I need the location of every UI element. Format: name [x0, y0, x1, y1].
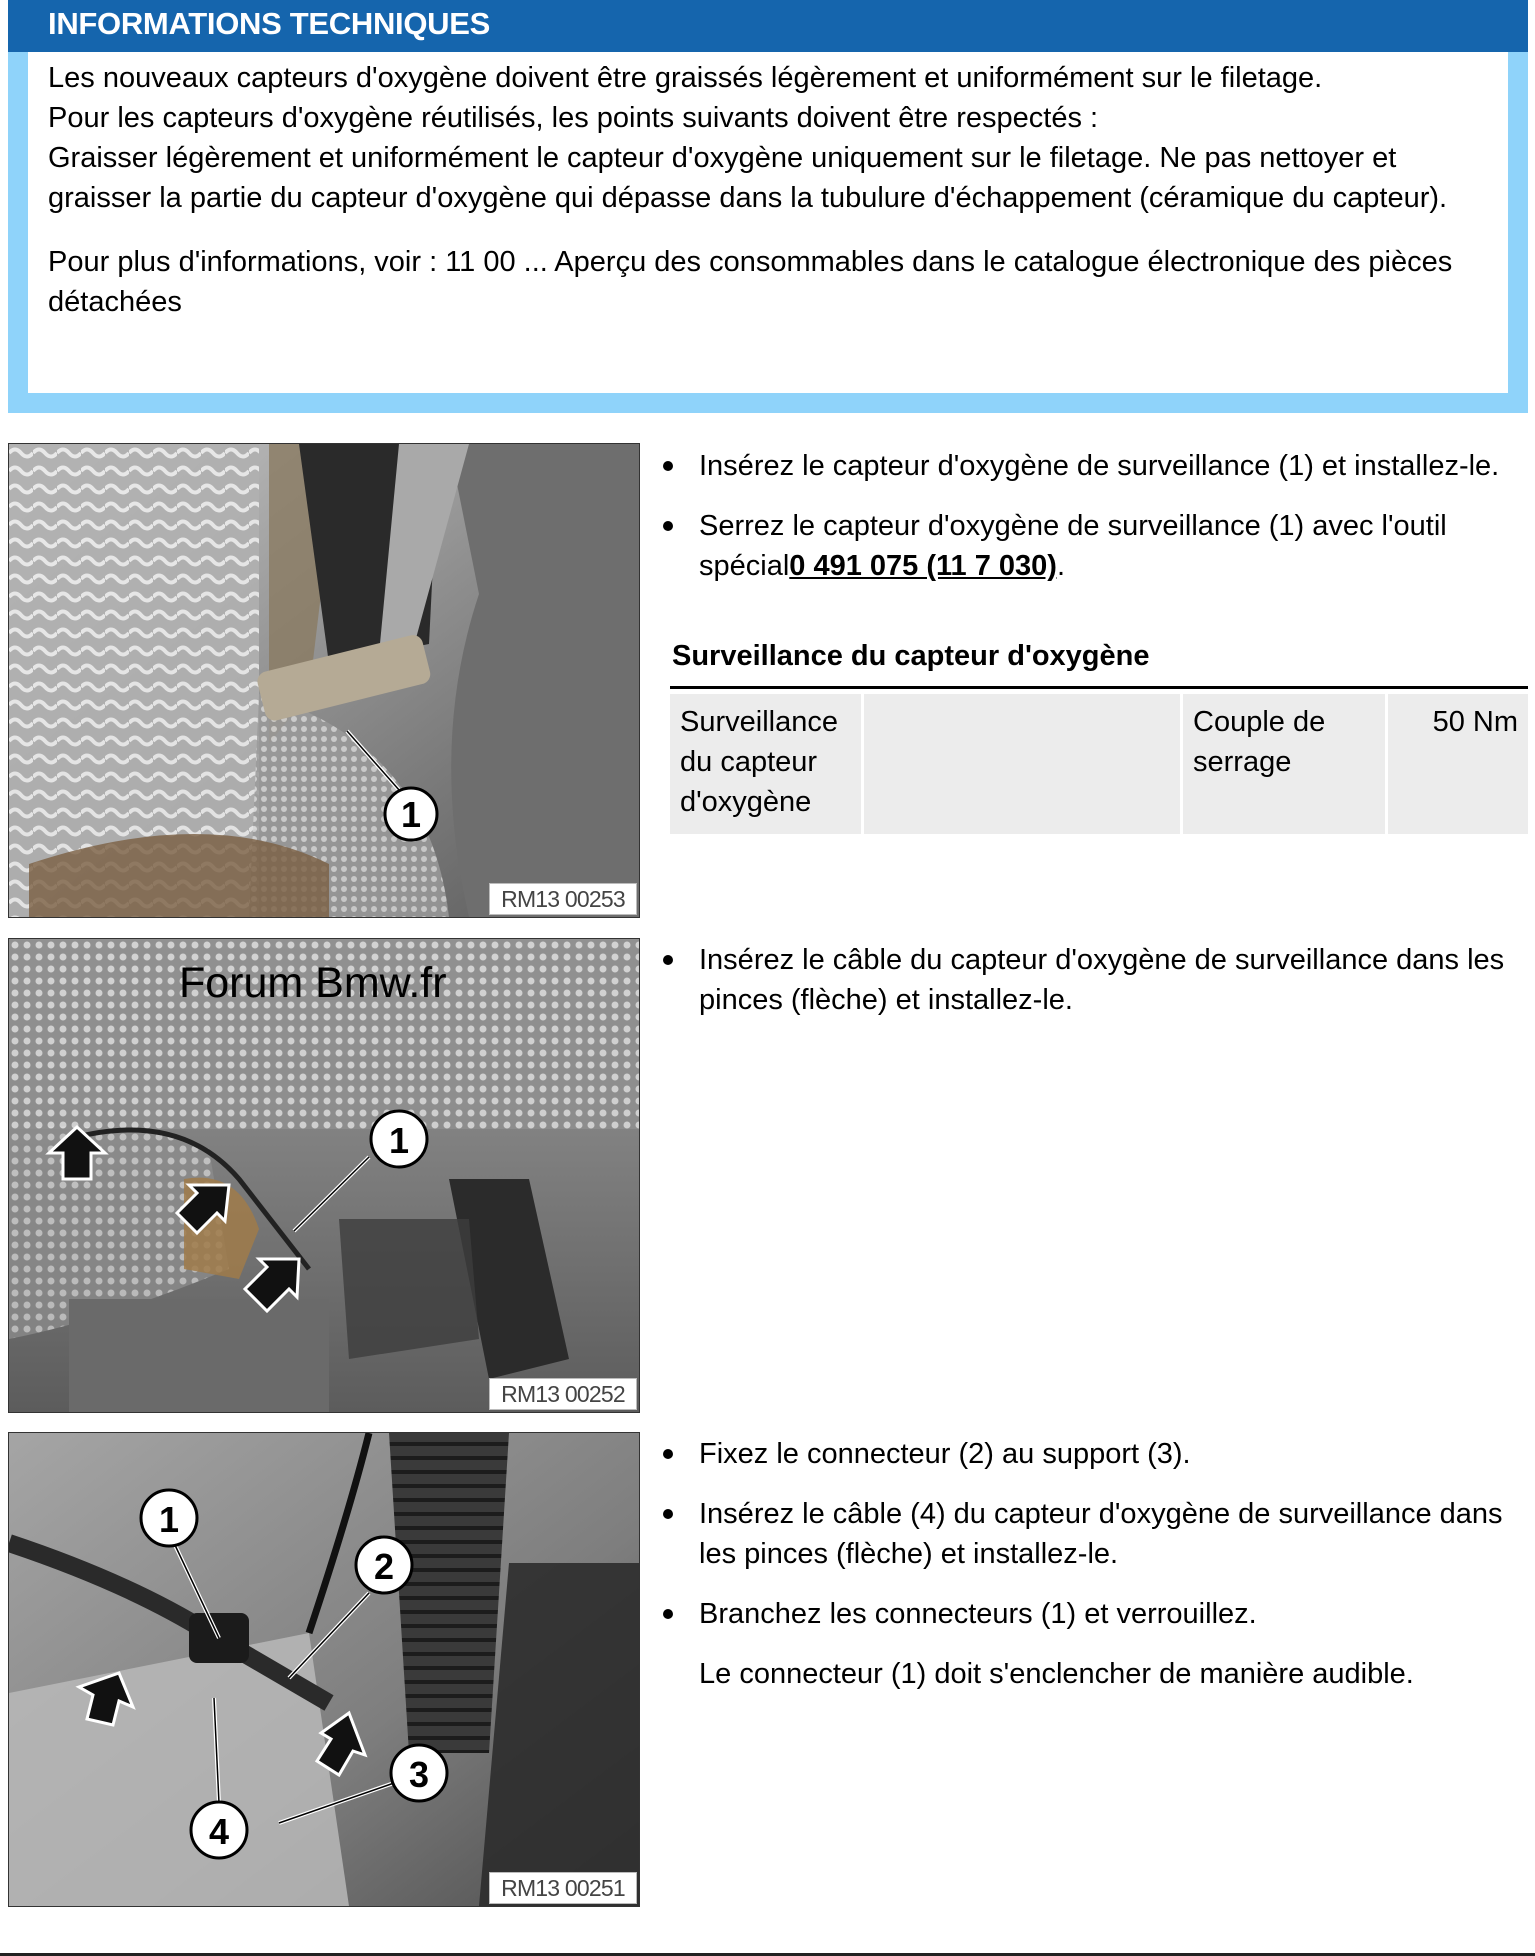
instruction-step: [660, 940, 1530, 1020]
step-text: Branchez les connecteurs (1) et verrouillez.: [699, 1598, 1257, 1630]
callout-1: [385, 788, 437, 840]
info-paragraph: Graisser légèrement et uniformément le capteur d'oxygène uniquement sur le filetage. Ne pas nettoyer et graisser la partie du capteur d'oxygène qui dépasse dans la tubulure d'échappement (céramique du capteur).: [48, 142, 1448, 214]
bullet-icon: [663, 1449, 673, 1459]
spec-cell-component: Surveillance du capteur d'oxygène: [670, 694, 861, 834]
photo-cable-routing: [9, 939, 639, 1412]
svg-text:1: 1: [158, 1499, 180, 1540]
instruction-list-2: [660, 940, 1530, 1040]
technical-info-box: [8, 0, 1528, 413]
step-text: Fixez le connecteur (2) au support (3).: [699, 1438, 1191, 1470]
svg-text:2: 2: [373, 1546, 395, 1587]
callout-2: [356, 1537, 412, 1593]
spec-cell-empty: [864, 694, 1180, 834]
info-paragraph: Les nouveaux capteurs d'oxygène doivent être graissés légèrement et uniformément sur le filetage.: [48, 62, 1323, 94]
photo-exhaust-sensor: [9, 444, 639, 917]
instruction-note: [660, 1654, 1530, 1694]
svg-text:1: 1: [388, 1120, 410, 1161]
instruction-step: [660, 446, 1530, 486]
torque-spec-table: [670, 694, 1528, 834]
photo-connector-bracket: [9, 1433, 639, 1906]
figure-reference-label: RM13 00251: [489, 1872, 637, 1904]
step-text: Serrez le capteur d'oxygène de surveillance (1) avec l'outil spécial: [699, 510, 1447, 582]
instruction-step: [660, 1434, 1530, 1474]
figure-connector-mount: [8, 1432, 640, 1907]
step-text: Insérez le câble (4) du capteur d'oxygène de surveillance dans les pinces (flèche) et installez-le.: [699, 1498, 1503, 1570]
info-paragraph: Pour plus d'informations, voir : 11 00 ... Aperçu des consommables dans le catalogue électronique des pièces détachées: [48, 246, 1453, 318]
special-tool-link[interactable]: 0 491 075 (11 7 030): [789, 550, 1057, 582]
step-text: Insérez le câble du capteur d'oxygène de surveillance dans les pinces (flèche) et installez-le.: [699, 944, 1505, 1016]
step-text-end: .: [1056, 550, 1066, 582]
spec-cell-parameter: Couple de serrage: [1183, 694, 1385, 834]
instruction-step: [660, 1594, 1530, 1634]
bullet-icon: [663, 521, 673, 531]
watermark-text: Forum Bmw.fr: [179, 959, 447, 1007]
bullet-icon: [663, 1509, 673, 1519]
svg-text:4: 4: [208, 1811, 230, 1852]
bullet-icon: [663, 461, 673, 471]
bullet-icon: [663, 1609, 673, 1619]
figure-reference-label: RM13 00252: [489, 1378, 637, 1410]
svg-text:3: 3: [408, 1754, 430, 1795]
note-text: Le connecteur (1) doit s'enclencher de manière audible.: [699, 1658, 1414, 1690]
info-paragraph: Pour les capteurs d'oxygène réutilisés, les points suivants doivent être respectés :: [48, 102, 1099, 134]
figure-oxygen-sensor-install: [8, 443, 640, 918]
callout-3: [391, 1745, 447, 1801]
callout-1: [371, 1111, 427, 1167]
instruction-list-3: [660, 1434, 1530, 1714]
instruction-step: [660, 1494, 1530, 1574]
figure-cable-clips: [8, 938, 640, 1413]
technical-info-body: [28, 52, 1508, 393]
bullet-icon: [663, 955, 673, 965]
technical-info-header: [8, 0, 1528, 52]
heading-divider: [670, 686, 1528, 689]
figure-reference-label: RM13 00253: [489, 883, 637, 915]
torque-spec-heading: Surveillance du capteur d'oxygène: [672, 640, 1150, 672]
instruction-step: [660, 506, 1530, 586]
callout-1: [141, 1490, 197, 1546]
step-text: Insérez le capteur d'oxygène de surveillance (1) et installez-le.: [699, 450, 1500, 482]
technical-info-title: INFORMATIONS TECHNIQUES: [48, 6, 491, 41]
spec-cell-value: 50 Nm: [1388, 694, 1528, 834]
callout-4: [191, 1802, 247, 1858]
instruction-list-1: [660, 446, 1530, 606]
svg-text:1: 1: [400, 794, 422, 835]
